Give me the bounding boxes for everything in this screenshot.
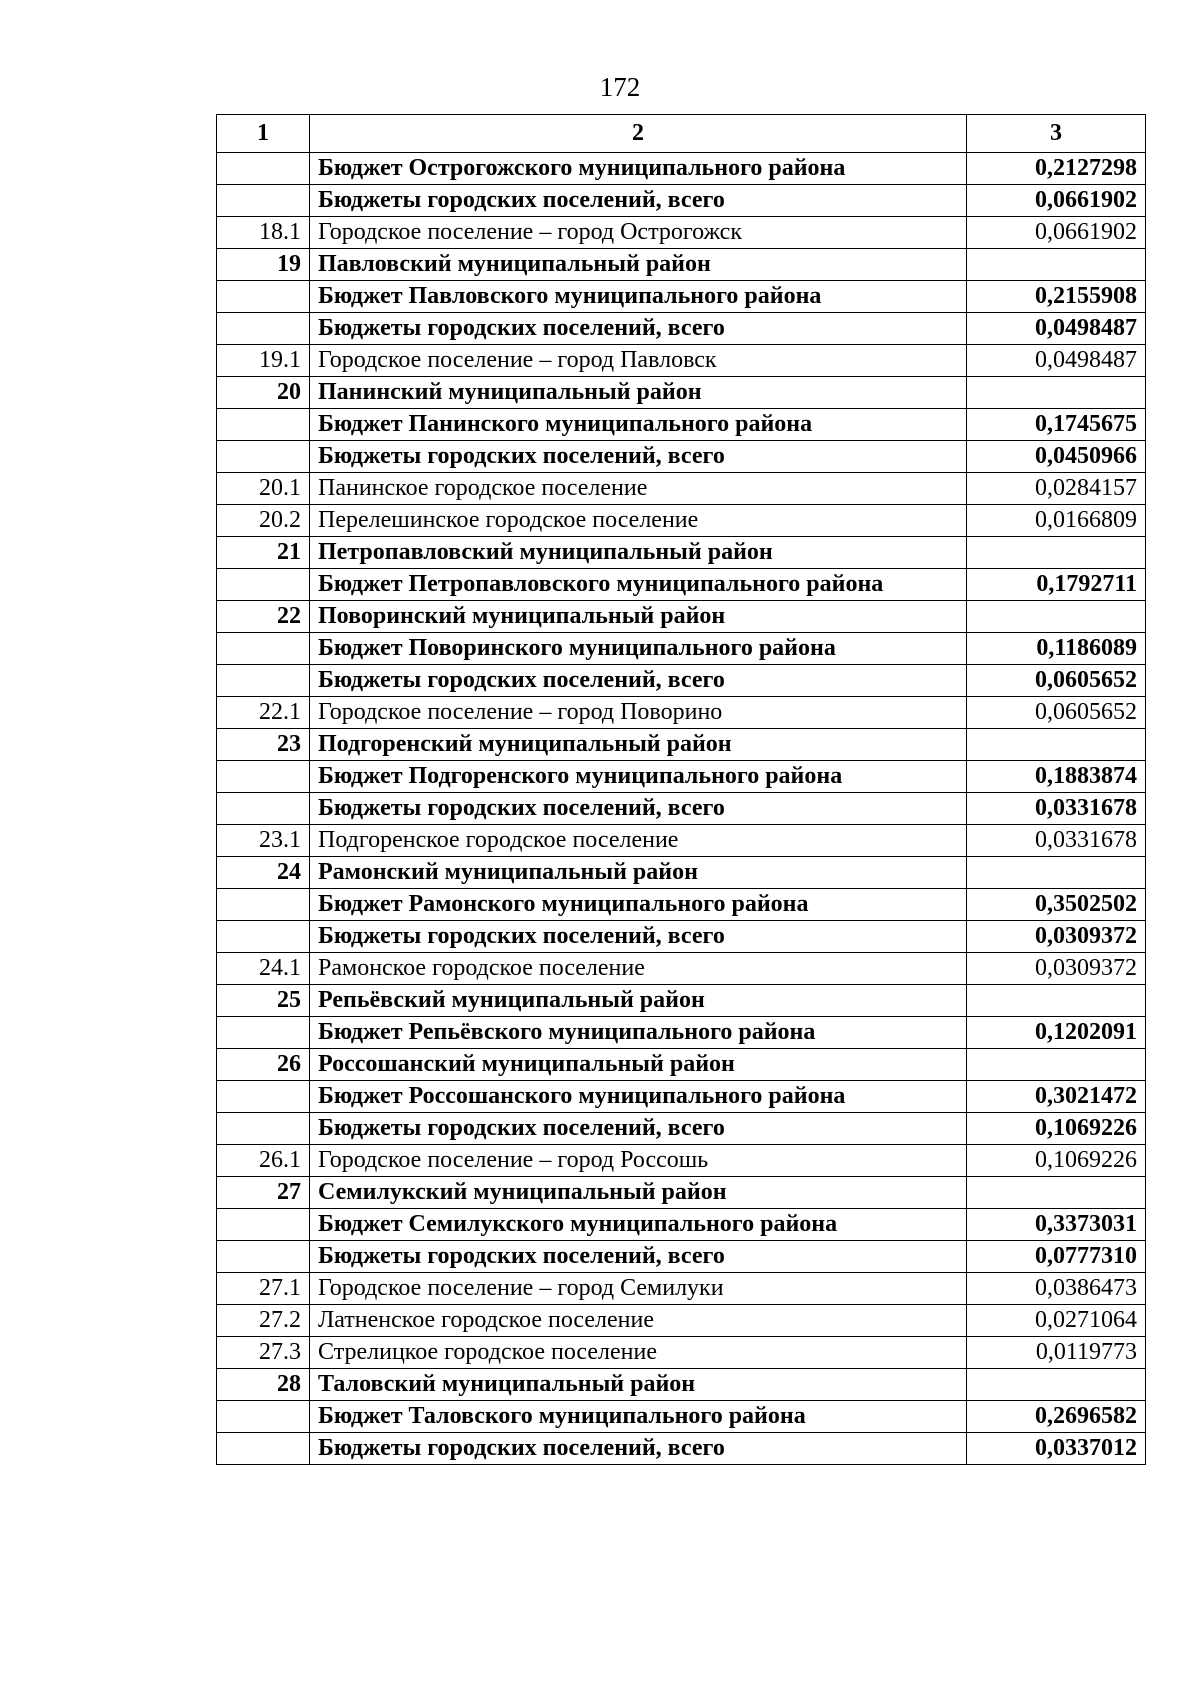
table-row [217, 473, 1146, 505]
row-name: Рамонский муниципальный район [310, 857, 967, 889]
table-row [217, 1113, 1146, 1145]
row-value [967, 377, 1146, 409]
row-name: Бюджеты городских поселений, всего [310, 1241, 967, 1273]
row-value: 0,0386473 [967, 1273, 1146, 1305]
row-value [967, 985, 1146, 1017]
table-row [217, 409, 1146, 441]
row-value: 0,0166809 [967, 505, 1146, 537]
row-number [217, 153, 310, 185]
row-value: 0,0331678 [967, 825, 1146, 857]
row-number [217, 313, 310, 345]
row-number: 20 [217, 377, 310, 409]
row-name: Перелешинское городское поселение [310, 505, 967, 537]
table-row [217, 1145, 1146, 1177]
page-number: 172 [599, 72, 641, 102]
row-value [967, 1177, 1146, 1209]
row-value: 0,3502502 [967, 889, 1146, 921]
row-value: 0,1883874 [967, 761, 1146, 793]
table-row [217, 985, 1146, 1017]
row-name: Городское поселение – город Россошь [310, 1145, 967, 1177]
column-header-number: 1 [217, 115, 310, 153]
column-header-name: 2 [310, 115, 967, 153]
table-row [217, 505, 1146, 537]
row-number: 18.1 [217, 217, 310, 249]
table-row [217, 633, 1146, 665]
row-name: Городское поселение – город Острогожск [310, 217, 967, 249]
table-row [217, 185, 1146, 217]
table-row [217, 569, 1146, 601]
row-number [217, 665, 310, 697]
row-name: Бюджет Репьёвского муниципального района [310, 1017, 967, 1049]
table-row [217, 729, 1146, 761]
row-name: Бюджет Панинского муниципального района [310, 409, 967, 441]
row-name: Подгоренский муниципальный район [310, 729, 967, 761]
row-value: 0,0309372 [967, 921, 1146, 953]
row-number: 23.1 [217, 825, 310, 857]
table-row [217, 441, 1146, 473]
row-value: 0,3021472 [967, 1081, 1146, 1113]
row-value: 0,1202091 [967, 1017, 1146, 1049]
row-name: Бюджет Семилукского муниципального района [310, 1209, 967, 1241]
budget-distribution-table [216, 114, 1146, 1465]
row-value: 0,0661902 [967, 217, 1146, 249]
row-name: Городское поселение – город Семилуки [310, 1273, 967, 1305]
row-number: 28 [217, 1369, 310, 1401]
row-name: Бюджеты городских поселений, всего [310, 441, 967, 473]
row-number: 27.1 [217, 1273, 310, 1305]
table-row [217, 217, 1146, 249]
row-name: Бюджеты городских поселений, всего [310, 313, 967, 345]
row-value [967, 1049, 1146, 1081]
row-value: 0,2127298 [967, 153, 1146, 185]
table-row [217, 761, 1146, 793]
row-value: 0,1069226 [967, 1145, 1146, 1177]
table-header-row [217, 115, 1146, 153]
table-row [217, 889, 1146, 921]
row-name: Россошанский муниципальный район [310, 1049, 967, 1081]
table-row [217, 1241, 1146, 1273]
table-row [217, 377, 1146, 409]
table-row [217, 1305, 1146, 1337]
row-name: Бюджеты городских поселений, всего [310, 665, 967, 697]
row-value: 0,0605652 [967, 697, 1146, 729]
table-row [217, 793, 1146, 825]
row-value: 0,0337012 [967, 1433, 1146, 1465]
row-number [217, 409, 310, 441]
row-name: Бюджет Россошанского муниципального района [310, 1081, 967, 1113]
row-value: 0,0498487 [967, 313, 1146, 345]
row-number [217, 185, 310, 217]
table-row [217, 665, 1146, 697]
table-row [217, 313, 1146, 345]
row-number: 23 [217, 729, 310, 761]
table-row [217, 1017, 1146, 1049]
row-number: 27.2 [217, 1305, 310, 1337]
row-name: Петропавловский муниципальный район [310, 537, 967, 569]
row-value [967, 537, 1146, 569]
table-row [217, 697, 1146, 729]
row-value [967, 1369, 1146, 1401]
row-value: 0,0777310 [967, 1241, 1146, 1273]
row-number [217, 441, 310, 473]
table-row [217, 857, 1146, 889]
row-number: 27.3 [217, 1337, 310, 1369]
row-number [217, 1433, 310, 1465]
row-value: 0,0498487 [967, 345, 1146, 377]
row-value: 0,1186089 [967, 633, 1146, 665]
row-name: Бюджеты городских поселений, всего [310, 185, 967, 217]
row-value: 0,0119773 [967, 1337, 1146, 1369]
row-name: Павловский муниципальный район [310, 249, 967, 281]
row-name: Семилукский муниципальный район [310, 1177, 967, 1209]
row-name: Стрелицкое городское поселение [310, 1337, 967, 1369]
row-name: Городское поселение – город Павловск [310, 345, 967, 377]
row-value: 0,2696582 [967, 1401, 1146, 1433]
row-name: Бюджет Поворинского муниципального района [310, 633, 967, 665]
row-number: 22.1 [217, 697, 310, 729]
row-name: Подгоренское городское поселение [310, 825, 967, 857]
table-row [217, 1401, 1146, 1433]
row-number: 26.1 [217, 1145, 310, 1177]
row-number [217, 761, 310, 793]
row-number: 20.1 [217, 473, 310, 505]
row-value: 0,0309372 [967, 953, 1146, 985]
row-name: Репьёвский муниципальный район [310, 985, 967, 1017]
row-value: 0,3373031 [967, 1209, 1146, 1241]
row-name: Бюджет Таловского муниципального района [310, 1401, 967, 1433]
row-name: Бюджеты городских поселений, всего [310, 921, 967, 953]
table-row [217, 825, 1146, 857]
row-number: 24.1 [217, 953, 310, 985]
row-value: 0,0331678 [967, 793, 1146, 825]
table-row [217, 921, 1146, 953]
row-number [217, 281, 310, 313]
row-value: 0,0271064 [967, 1305, 1146, 1337]
row-number: 19 [217, 249, 310, 281]
table-row [217, 601, 1146, 633]
row-value [967, 857, 1146, 889]
row-name: Городское поселение – город Поворино [310, 697, 967, 729]
row-number [217, 1241, 310, 1273]
row-name: Латненское городское поселение [310, 1305, 967, 1337]
row-number [217, 793, 310, 825]
row-number: 20.2 [217, 505, 310, 537]
row-number [217, 1113, 310, 1145]
row-name: Панинский муниципальный район [310, 377, 967, 409]
row-value [967, 249, 1146, 281]
row-number [217, 569, 310, 601]
row-value: 0,0450966 [967, 441, 1146, 473]
row-number: 24 [217, 857, 310, 889]
row-number [217, 889, 310, 921]
row-number [217, 1017, 310, 1049]
row-number [217, 1081, 310, 1113]
table-row [217, 1433, 1146, 1465]
row-value: 0,1745675 [967, 409, 1146, 441]
table-row [217, 537, 1146, 569]
column-header-value: 3 [967, 115, 1146, 153]
row-name: Бюджет Рамонского муниципального района [310, 889, 967, 921]
row-value: 0,0661902 [967, 185, 1146, 217]
row-name: Бюджет Петропавловского муниципального района [310, 569, 967, 601]
row-number: 25 [217, 985, 310, 1017]
table-row [217, 1081, 1146, 1113]
row-name: Поворинский муниципальный район [310, 601, 967, 633]
row-number: 26 [217, 1049, 310, 1081]
row-name: Таловский муниципальный район [310, 1369, 967, 1401]
row-number [217, 1401, 310, 1433]
table-row [217, 249, 1146, 281]
table-row [217, 953, 1146, 985]
row-name: Бюджет Подгоренского муниципального района [310, 761, 967, 793]
table-row [217, 1177, 1146, 1209]
table-row [217, 1273, 1146, 1305]
row-name: Бюджеты городских поселений, всего [310, 793, 967, 825]
row-number: 21 [217, 537, 310, 569]
row-number: 27 [217, 1177, 310, 1209]
row-number [217, 633, 310, 665]
row-name: Бюджет Острогожского муниципального района [310, 153, 967, 185]
row-number [217, 1209, 310, 1241]
row-number [217, 921, 310, 953]
row-name: Бюджет Павловского муниципального района [310, 281, 967, 313]
row-number: 19.1 [217, 345, 310, 377]
table-row [217, 345, 1146, 377]
row-name: Бюджеты городских поселений, всего [310, 1433, 967, 1465]
row-value: 0,0284157 [967, 473, 1146, 505]
table-row [217, 153, 1146, 185]
row-value: 0,0605652 [967, 665, 1146, 697]
row-value [967, 729, 1146, 761]
table-row [217, 1337, 1146, 1369]
row-value: 0,1792711 [967, 569, 1146, 601]
table-row [217, 1369, 1146, 1401]
row-value: 0,1069226 [967, 1113, 1146, 1145]
row-number: 22 [217, 601, 310, 633]
row-name: Бюджеты городских поселений, всего [310, 1113, 967, 1145]
table-row [217, 281, 1146, 313]
row-value: 0,2155908 [967, 281, 1146, 313]
row-name: Рамонское городское поселение [310, 953, 967, 985]
table-row [217, 1209, 1146, 1241]
row-name: Панинское городское поселение [310, 473, 967, 505]
table-row [217, 1049, 1146, 1081]
row-value [967, 601, 1146, 633]
